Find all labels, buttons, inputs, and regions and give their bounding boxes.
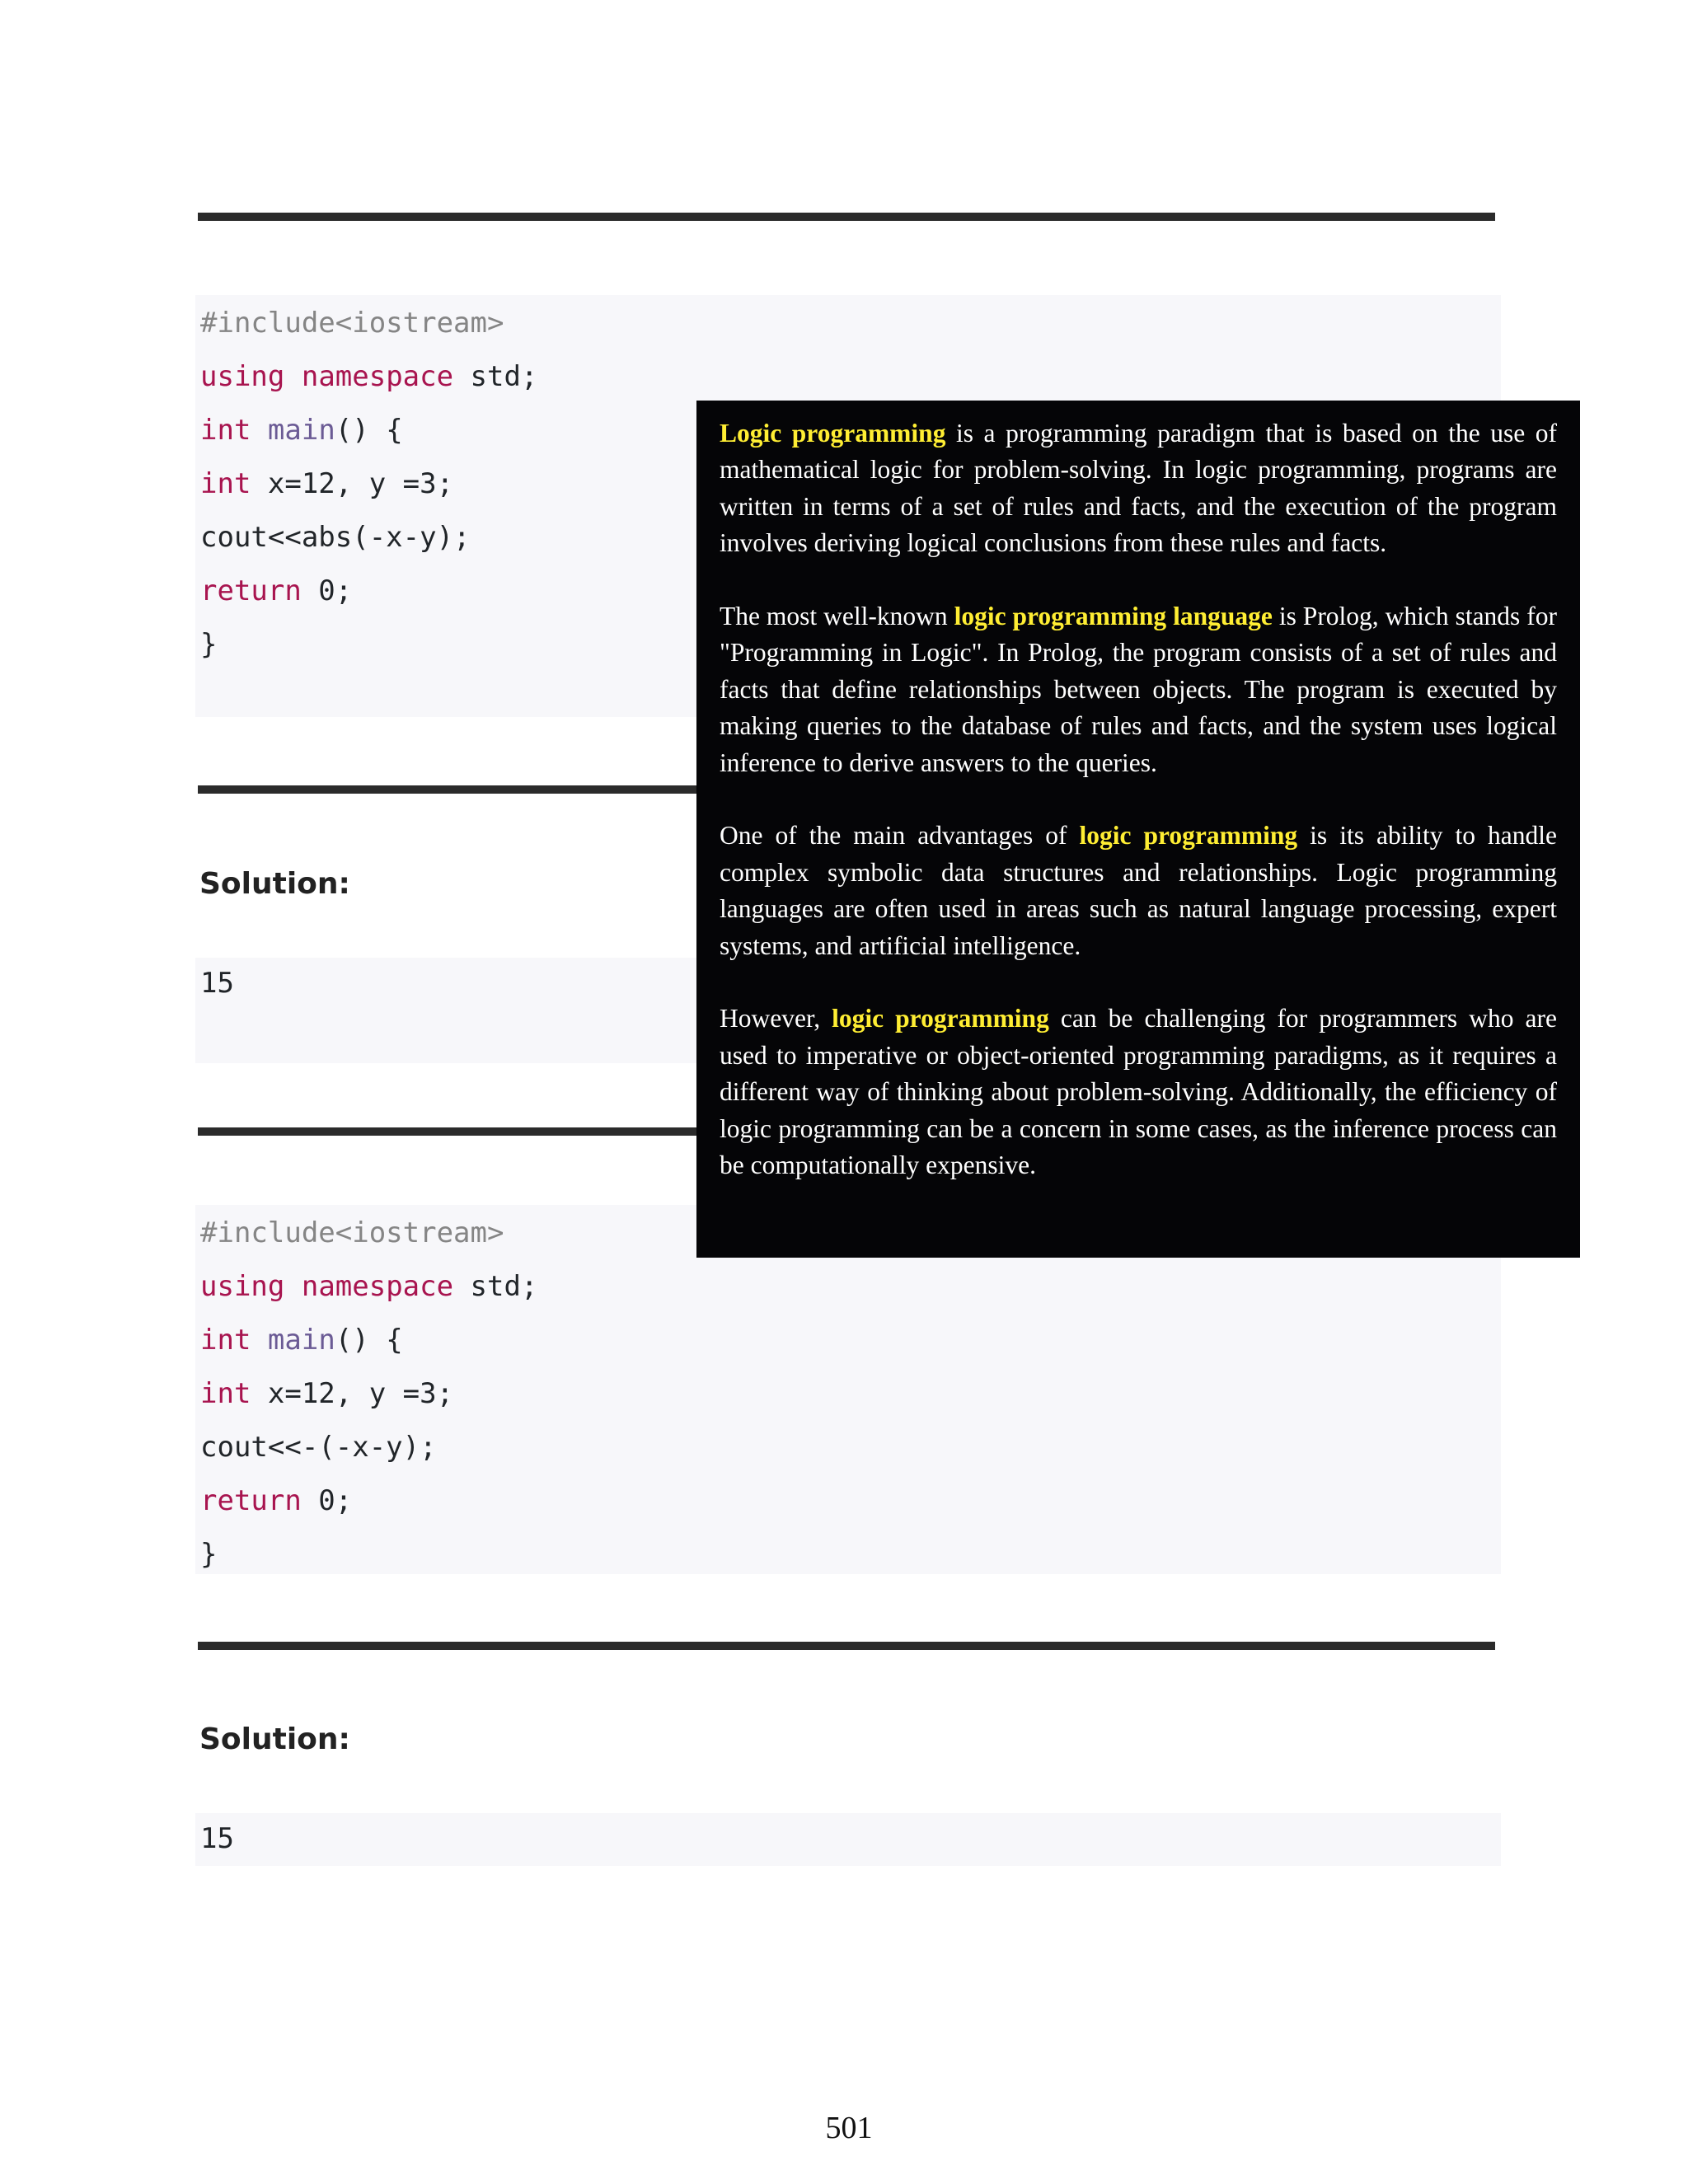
code-line: int x=12, y =3; — [200, 1377, 454, 1410]
code-line: int main() { — [200, 1324, 403, 1357]
overlay-paragraph: The most well-known logic programming language is Prolog, which stands for "Programming in Logic". In Prolog, the program consists of a set of rules and facts that define relationships between objects. The program is executed by making queries to the database of rules and facts, and the system uses logical inference to derive answers to the queries. — [720, 602, 1557, 777]
code-line: #include<iostream> — [200, 1216, 504, 1249]
code-line: cout<<-(-x-y); — [200, 1431, 437, 1464]
code-line: } — [200, 1538, 218, 1571]
code-line: return 0; — [200, 1484, 353, 1517]
code-line: } — [200, 628, 218, 661]
code-block-2 — [195, 1205, 1501, 1574]
page-number: 501 — [825, 2111, 873, 2145]
highlight-term: logic programming language — [954, 602, 1273, 631]
code-line: int x=12, y =3; — [200, 467, 454, 500]
solution-label: Solution: — [199, 867, 350, 901]
code-line: using namespace std; — [200, 360, 538, 393]
code-line: using namespace std; — [200, 1270, 538, 1303]
code-line: cout<<abs(-x-y); — [200, 521, 471, 554]
logic-programming-overlay — [696, 401, 1580, 1258]
section-divider — [198, 213, 1495, 221]
highlight-term: logic programming — [1079, 821, 1298, 851]
overlay-paragraph: Logic programming is a programming paradigm that is based on the use of mathematical logic for problem-solving. In logic programming, programs are written in terms of a set of rules and facts, and the execution of the program involves deriving logical conclusions from these rules and facts. — [720, 419, 1558, 558]
code-line: #include<iostream> — [200, 307, 504, 340]
solution-output-box — [195, 1813, 1501, 1866]
solution-value: 15 — [200, 1822, 234, 1855]
overlay-paragraph: However, logic programming can be challenging for programmers who are used to imperative or object-oriented programming paradigms, as it requires a different way of thinking about problem-solving. Additionally, the efficiency of logic programming can be a concern in some cases, as the inference process can be computationally expensive. — [720, 1004, 1557, 1180]
section-divider — [198, 1642, 1495, 1650]
solution-label: Solution: — [199, 1722, 350, 1756]
highlight-term: logic programming — [832, 1004, 1049, 1033]
code-line: int main() { — [200, 414, 403, 447]
highlight-term: Logic programming — [720, 419, 946, 448]
code-line: return 0; — [200, 574, 353, 607]
overlay-paragraph: One of the main advantages of logic programming is its ability to handle complex symbolic data structures and relationships. Logic programming languages are often used in areas such as natural language processing, expert systems, and artificial intelligence. — [720, 821, 1557, 960]
solution-value: 15 — [200, 967, 234, 1000]
